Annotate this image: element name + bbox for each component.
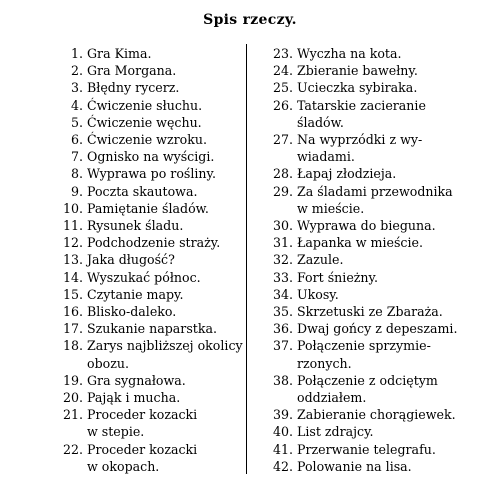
entry-title: Gra sygnałowa. xyxy=(87,372,186,388)
contents-entry xyxy=(52,97,252,114)
entry-title: Zabieranie chorągiewek. xyxy=(297,407,456,423)
entry-title: Gra Morgana. xyxy=(87,63,177,79)
contents-entry xyxy=(52,217,252,234)
contents-entry xyxy=(262,165,462,182)
entry-number: 12. xyxy=(62,235,83,251)
contents-entry xyxy=(262,234,462,251)
contents-entry xyxy=(52,269,252,286)
entry-title: Zarys najbliższej okolicy obozu. xyxy=(87,338,243,371)
contents-entry xyxy=(262,372,462,406)
entry-title: Proceder kozacki w okopach. xyxy=(87,441,198,474)
entry-number: 30. xyxy=(272,218,293,234)
entry-number: 10. xyxy=(62,200,83,216)
contents-entry xyxy=(52,165,252,182)
entry-number: 19. xyxy=(62,372,83,388)
entry-title: Fort śnieżny. xyxy=(297,269,378,285)
contents-entry xyxy=(262,45,462,62)
contents-entry xyxy=(52,286,252,303)
contents-entry xyxy=(52,337,252,371)
contents-entry xyxy=(262,286,462,303)
entry-title: Pająk i mucha. xyxy=(87,390,181,406)
entry-title: Połączenie sprzymie- rzonych. xyxy=(297,338,431,371)
entry-title: Dwaj gońcy z depeszami. xyxy=(297,321,458,337)
entry-number: 8. xyxy=(70,166,83,182)
page-title: Spis rzeczy. xyxy=(203,12,297,28)
contents-entry xyxy=(262,217,462,234)
contents-entry xyxy=(262,320,462,337)
entry-title: Ćwiczenie węchu. xyxy=(87,114,202,130)
entry-title: Jaka długość? xyxy=(87,252,175,268)
entry-title: Polowanie na lisa. xyxy=(297,458,412,474)
entry-number: 42. xyxy=(272,458,293,474)
contents-entry xyxy=(52,303,252,320)
entry-title: List zdrajcy. xyxy=(297,424,374,440)
entry-title: Błędny rycerz. xyxy=(87,80,180,96)
contents-entry xyxy=(52,45,252,62)
entry-number: 25. xyxy=(272,80,293,96)
entry-number: 22. xyxy=(62,441,83,457)
entry-number: 6. xyxy=(70,132,83,148)
entry-number: 32. xyxy=(272,252,293,268)
entry-title: Wyszukać północ. xyxy=(87,269,201,285)
contents-entry xyxy=(52,148,252,165)
entry-title: Gra Kima. xyxy=(87,46,152,61)
entry-number: 28. xyxy=(272,166,293,182)
contents-entry xyxy=(52,234,252,251)
entry-title: Wyprawa po rośliny. xyxy=(87,166,216,182)
entry-number: 20. xyxy=(62,390,83,406)
contents-entry xyxy=(52,79,252,96)
entry-number: 13. xyxy=(62,252,83,268)
entry-number: 2. xyxy=(70,63,83,79)
contents-entry xyxy=(262,458,462,475)
contents-entry xyxy=(52,441,252,475)
entry-title: Wyprawa do bieguna. xyxy=(297,218,436,234)
contents-entry xyxy=(52,131,252,148)
entry-title: Pamiętanie śladów. xyxy=(87,200,209,216)
contents-entry xyxy=(262,131,462,165)
entry-number: 5. xyxy=(70,114,83,130)
entry-title: Szukanie naparstka. xyxy=(87,321,217,337)
entry-number: 9. xyxy=(70,183,83,199)
entry-title: Poczta skautowa. xyxy=(87,183,198,199)
entry-number: 3. xyxy=(70,80,83,96)
contents-entry xyxy=(52,320,252,337)
contents-entry xyxy=(52,62,252,79)
contents-entry xyxy=(262,79,462,96)
contents-entry xyxy=(262,406,462,423)
contents-column-right xyxy=(262,45,462,475)
entry-title: Rysunek śladu. xyxy=(87,218,184,234)
entry-number: 41. xyxy=(272,441,293,457)
entry-number: 26. xyxy=(272,97,293,113)
contents-entry xyxy=(262,97,462,131)
entry-number: 29. xyxy=(272,183,293,199)
entry-title: Połączenie z odciętym oddziałem. xyxy=(297,372,438,406)
entry-title: Ognisko na wyścigi. xyxy=(87,149,215,165)
contents-entry xyxy=(52,114,252,131)
entry-number: 23. xyxy=(272,46,293,61)
contents-entry xyxy=(262,337,462,371)
entry-title: Wyczha na kota. xyxy=(297,46,402,61)
contents-entry xyxy=(52,200,252,217)
entry-number: 40. xyxy=(272,424,293,440)
contents-entry xyxy=(52,372,252,389)
entry-title: Blisko-daleko. xyxy=(87,304,177,320)
entry-number: 31. xyxy=(272,235,293,251)
entry-title: Zazule. xyxy=(297,252,344,268)
entry-title: Za śladami przewodnika w mieście. xyxy=(297,183,453,216)
entry-number: 36. xyxy=(272,321,293,337)
entry-title: Przerwanie telegrafu. xyxy=(297,441,436,457)
entry-title: Na wyprzódki z wy- wiadami. xyxy=(297,132,423,165)
contents-entry xyxy=(262,303,462,320)
entry-title: Ćwiczenie słuchu. xyxy=(87,97,203,113)
contents-entry xyxy=(262,251,462,268)
entry-title: Ćwiczenie wzroku. xyxy=(87,132,207,148)
column-divider xyxy=(246,44,247,474)
entry-number: 24. xyxy=(272,63,293,79)
entry-number: 38. xyxy=(272,372,293,388)
entry-number: 7. xyxy=(70,149,83,165)
entry-number: 15. xyxy=(62,286,83,302)
contents-entry xyxy=(262,423,462,440)
entry-number: 33. xyxy=(272,269,293,285)
entry-number: 16. xyxy=(62,304,83,320)
entry-number: 17. xyxy=(62,321,83,337)
contents-column-left xyxy=(52,45,252,475)
entry-title: Podchodzenie straży. xyxy=(87,235,221,251)
entry-number: 34. xyxy=(272,286,293,302)
contents-entry xyxy=(262,62,462,79)
entry-title: Zbieranie bawełny. xyxy=(297,63,418,79)
entry-number: 11. xyxy=(62,218,83,234)
contents-entry xyxy=(52,389,252,406)
entry-number: 21. xyxy=(62,407,83,423)
entry-title: Ucieczka sybiraka. xyxy=(297,80,418,96)
entry-title: Łapanka w mieście. xyxy=(297,235,423,251)
entry-title: Łapaj złodzieja. xyxy=(297,166,397,182)
entry-title: Skrzetuski ze Zbaraża. xyxy=(297,304,443,320)
contents-entry xyxy=(262,183,462,217)
entry-number: 18. xyxy=(62,338,83,354)
entry-number: 14. xyxy=(62,269,83,285)
entry-number: 1. xyxy=(70,46,83,61)
entry-title: Tatarskie zacieranie śladów. xyxy=(297,97,426,130)
entry-title: Czytanie mapy. xyxy=(87,286,184,302)
contents-entry xyxy=(52,183,252,200)
contents-entry xyxy=(262,441,462,458)
entry-title: Proceder kozacki w stepie. xyxy=(87,407,198,440)
entry-number: 27. xyxy=(272,132,293,148)
entry-number: 4. xyxy=(70,97,83,113)
contents-entry xyxy=(262,269,462,286)
contents-entry xyxy=(52,406,252,440)
entry-number: 35. xyxy=(272,304,293,320)
contents-entry xyxy=(52,251,252,268)
entry-number: 39. xyxy=(272,407,293,423)
entry-number: 37. xyxy=(272,338,293,354)
entry-title: Ukosy. xyxy=(297,286,339,302)
